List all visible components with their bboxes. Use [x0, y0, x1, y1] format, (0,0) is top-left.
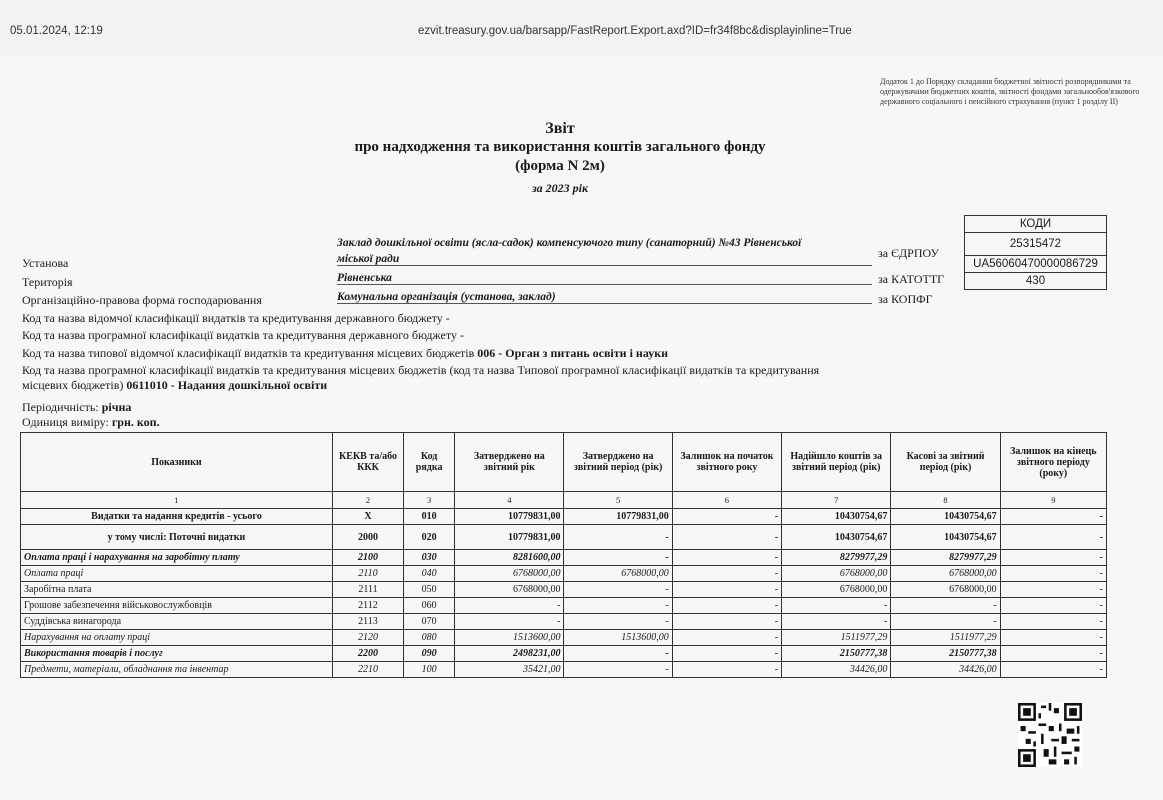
- row-cash-expenses: 1511977,29: [891, 630, 1000, 646]
- column-number-row: [21, 492, 1107, 509]
- row-approved-period: -: [564, 614, 672, 630]
- kopfg-value: 430: [965, 273, 1107, 290]
- codes-table: [964, 215, 1107, 290]
- prog-code-line: Код та назва програмної класифікації видатків та кредитування державного бюджету -: [22, 328, 464, 342]
- row-cash-expenses: 10430754,67: [891, 509, 1000, 525]
- typical-code-prefix: Код та назва типової відомчої класифікації видатків та кредитування місцевих бюджетів: [22, 346, 475, 360]
- table-row: [21, 550, 1107, 566]
- row-name: Оплата праці: [21, 566, 333, 582]
- row-cash-expenses: -: [891, 598, 1000, 614]
- header-cell: Затверджено на звітний період (рік): [564, 433, 672, 492]
- table-row: [21, 525, 1107, 550]
- legal-form-value: Комунальна організація (установа, заклад): [337, 291, 872, 304]
- row-balance-end: -: [1000, 525, 1106, 550]
- unit-label: Одиниця виміру:: [22, 415, 109, 429]
- territory-value: Рівненська: [337, 272, 872, 285]
- row-approved-period: -: [564, 582, 672, 598]
- row-kekv: 2112: [332, 598, 403, 614]
- table-row: [21, 646, 1107, 662]
- local-prog-value: 0611010 - Надання дошкільної освіти: [126, 378, 328, 392]
- row-name: Оплата праці і нарахування на заробітну плату: [21, 550, 333, 566]
- column-number: 1: [21, 492, 333, 509]
- row-balance-end: -: [1000, 550, 1106, 566]
- row-kekv: 2113: [332, 614, 403, 630]
- report-title: Звіт: [545, 120, 575, 137]
- row-code: 090: [404, 646, 455, 662]
- unit-value: грн. коп.: [111, 415, 160, 429]
- row-approved-year: 1513600,00: [455, 630, 564, 646]
- katottg-value: UA56060470000086729: [965, 256, 1107, 273]
- table-row: [21, 598, 1107, 614]
- local-prog-prefix: місцевих бюджетів): [22, 378, 124, 392]
- table-row: [21, 662, 1107, 678]
- column-number: 3: [404, 492, 455, 509]
- dept-code-line: Код та назва відомчої класифікації видатків та кредитування державного бюджету -: [22, 311, 450, 325]
- print-url: ezvit.treasury.gov.ua/barsapp/FastReport.Export.axd?ID=fr34f8bc&displayinline=True: [418, 25, 852, 37]
- header-cell: Затверджено на звітний рік: [455, 433, 564, 492]
- print-datetime: 05.01.2024, 12:19: [10, 25, 103, 37]
- row-cash-expenses: 6768000,00: [891, 582, 1000, 598]
- row-balance-end: -: [1000, 598, 1106, 614]
- row-received: 6768000,00: [782, 582, 891, 598]
- row-cash-expenses: -: [891, 614, 1000, 630]
- row-approved-period: 6768000,00: [564, 566, 672, 582]
- katottg-label: за КАТОТТГ: [878, 272, 945, 286]
- row-balance-end: -: [1000, 662, 1106, 678]
- row-code: 040: [404, 566, 455, 582]
- row-name: Використання товарів і послуг: [21, 646, 333, 662]
- row-kekv: X: [332, 509, 403, 525]
- row-approved-year: 8281600,00: [455, 550, 564, 566]
- row-code: 020: [404, 525, 455, 550]
- table-header-row: [21, 433, 1107, 492]
- row-received: -: [782, 598, 891, 614]
- row-approved-year: 10779831,00: [455, 509, 564, 525]
- header-cell: КЕКВ та/або ККК: [332, 433, 403, 492]
- row-balance-start: -: [672, 550, 781, 566]
- local-prog-line1: Код та назва програмної класифікації видатків та кредитування місцевих бюджетів (код та назва Типової програмної класифікації видатків та кредитування: [22, 363, 820, 377]
- report-table: [20, 432, 1107, 678]
- column-number: 6: [672, 492, 781, 509]
- legal-form-label: Організаційно-правова форма господарювання: [22, 293, 262, 307]
- row-code: 030: [404, 550, 455, 566]
- row-approved-year: -: [455, 614, 564, 630]
- qr-code: [1018, 703, 1082, 767]
- row-approved-year: 35421,00: [455, 662, 564, 678]
- row-approved-period: 1513600,00: [564, 630, 672, 646]
- scan-edge-text: [1128, 140, 1142, 780]
- table-row: [21, 509, 1107, 525]
- row-approved-year: -: [455, 598, 564, 614]
- header-cell: Залишок на кінець звітного періоду (року): [1000, 433, 1106, 492]
- annex-note: Додаток 1 до Порядку складання бюджетної звітності розпорядниками та одержувачами бюджетних коштів, звітності фондами загальнообов'язкового державного соціального і пенсійного страхування (пункт 1 розділу II): [880, 77, 1140, 106]
- row-cash-expenses: 10430754,67: [891, 525, 1000, 550]
- row-approved-period: -: [564, 550, 672, 566]
- row-code: 060: [404, 598, 455, 614]
- row-kekv: 2000: [332, 525, 403, 550]
- row-balance-end: -: [1000, 566, 1106, 582]
- header-cell: Показники: [21, 433, 333, 492]
- row-balance-start: -: [672, 525, 781, 550]
- row-kekv: 2210: [332, 662, 403, 678]
- table-row: [21, 582, 1107, 598]
- row-balance-end: -: [1000, 582, 1106, 598]
- row-balance-start: -: [672, 582, 781, 598]
- column-number: 4: [455, 492, 564, 509]
- typical-code-value: 006 - Орган з питань освіти і науки: [477, 346, 669, 360]
- column-number: 7: [782, 492, 891, 509]
- row-balance-start: -: [672, 662, 781, 678]
- header-cell: Надійшло коштів за звітний період (рік): [782, 433, 891, 492]
- row-balance-end: -: [1000, 614, 1106, 630]
- row-name: Видатки та надання кредитів - усього: [21, 509, 333, 525]
- edrpou-value: 25315472: [965, 233, 1107, 256]
- header-cell: Код рядка: [404, 433, 455, 492]
- periodicity-label: Періодичність:: [22, 400, 99, 414]
- report-subtitle: про надходження та використання коштів загального фонду: [354, 139, 766, 155]
- row-code: 010: [404, 509, 455, 525]
- row-balance-end: -: [1000, 509, 1106, 525]
- row-name: у тому числі: Поточні видатки: [21, 525, 333, 550]
- row-name: Заробітна плата: [21, 582, 333, 598]
- typical-code-line: [22, 346, 668, 361]
- row-balance-end: -: [1000, 646, 1106, 662]
- row-kekv: 2100: [332, 550, 403, 566]
- periodicity-value: річна: [101, 400, 132, 414]
- territory-label: Територія: [22, 275, 73, 289]
- row-balance-start: -: [672, 598, 781, 614]
- row-received: 2150777,38: [782, 646, 891, 662]
- row-balance-start: -: [672, 630, 781, 646]
- row-approved-year: 6768000,00: [455, 582, 564, 598]
- row-code: 070: [404, 614, 455, 630]
- row-name: Нарахування на оплату праці: [21, 630, 333, 646]
- codes-header: КОДИ: [965, 216, 1107, 233]
- row-balance-start: -: [672, 509, 781, 525]
- row-received: 6768000,00: [782, 566, 891, 582]
- header-cell: Касові за звітний період (рік): [891, 433, 1000, 492]
- row-name: Предмети, матеріали, обладнання та інвентар: [21, 662, 333, 678]
- row-balance-start: -: [672, 646, 781, 662]
- row-code: 100: [404, 662, 455, 678]
- row-cash-expenses: 2150777,38: [891, 646, 1000, 662]
- row-kekv: 2111: [332, 582, 403, 598]
- institution-name-line2: міської ради: [337, 253, 872, 266]
- row-approved-period: -: [564, 646, 672, 662]
- row-code: 080: [404, 630, 455, 646]
- row-approved-period: -: [564, 525, 672, 550]
- row-cash-expenses: 6768000,00: [891, 566, 1000, 582]
- row-kekv: 2200: [332, 646, 403, 662]
- row-code: 050: [404, 582, 455, 598]
- row-received: 10430754,67: [782, 525, 891, 550]
- row-approved-period: -: [564, 662, 672, 678]
- institution-name-line1: Заклад дошкільної освіти (ясла-садок) компенсуючого типу (санаторний) №43 Рівненської: [337, 237, 802, 249]
- header-cell: Залишок на початок звітного року: [672, 433, 781, 492]
- institution-label: Установа: [22, 256, 69, 270]
- row-approved-year: 2498231,00: [455, 646, 564, 662]
- row-kekv: 2110: [332, 566, 403, 582]
- column-number: 5: [564, 492, 672, 509]
- report-form: (форма N 2м): [515, 158, 605, 174]
- row-received: 10430754,67: [782, 509, 891, 525]
- table-row: [21, 630, 1107, 646]
- table-row: [21, 566, 1107, 582]
- column-number: 2: [332, 492, 403, 509]
- row-name: Грошове забезпечення військовослужбовців: [21, 598, 333, 614]
- local-prog-line2: [22, 378, 327, 393]
- row-approved-year: 10779831,00: [455, 525, 564, 550]
- table-row: [21, 614, 1107, 630]
- kopfg-label: за КОПФГ: [878, 292, 933, 306]
- edrpou-label: за ЄДРПОУ: [878, 246, 940, 260]
- row-approved-period: 10779831,00: [564, 509, 672, 525]
- row-balance-start: -: [672, 614, 781, 630]
- row-cash-expenses: 34426,00: [891, 662, 1000, 678]
- row-approved-year: 6768000,00: [455, 566, 564, 582]
- row-name: Суддівська винагорода: [21, 614, 333, 630]
- row-received: 34426,00: [782, 662, 891, 678]
- report-period: за 2023 рік: [531, 181, 589, 195]
- periodicity-line: [22, 400, 131, 415]
- row-cash-expenses: 8279977,29: [891, 550, 1000, 566]
- column-number: 8: [891, 492, 1000, 509]
- row-received: 8279977,29: [782, 550, 891, 566]
- row-received: 1511977,29: [782, 630, 891, 646]
- row-balance-end: -: [1000, 630, 1106, 646]
- row-approved-period: -: [564, 598, 672, 614]
- unit-line: [22, 415, 160, 430]
- row-balance-start: -: [672, 566, 781, 582]
- column-number: 9: [1000, 492, 1106, 509]
- row-kekv: 2120: [332, 630, 403, 646]
- row-received: -: [782, 614, 891, 630]
